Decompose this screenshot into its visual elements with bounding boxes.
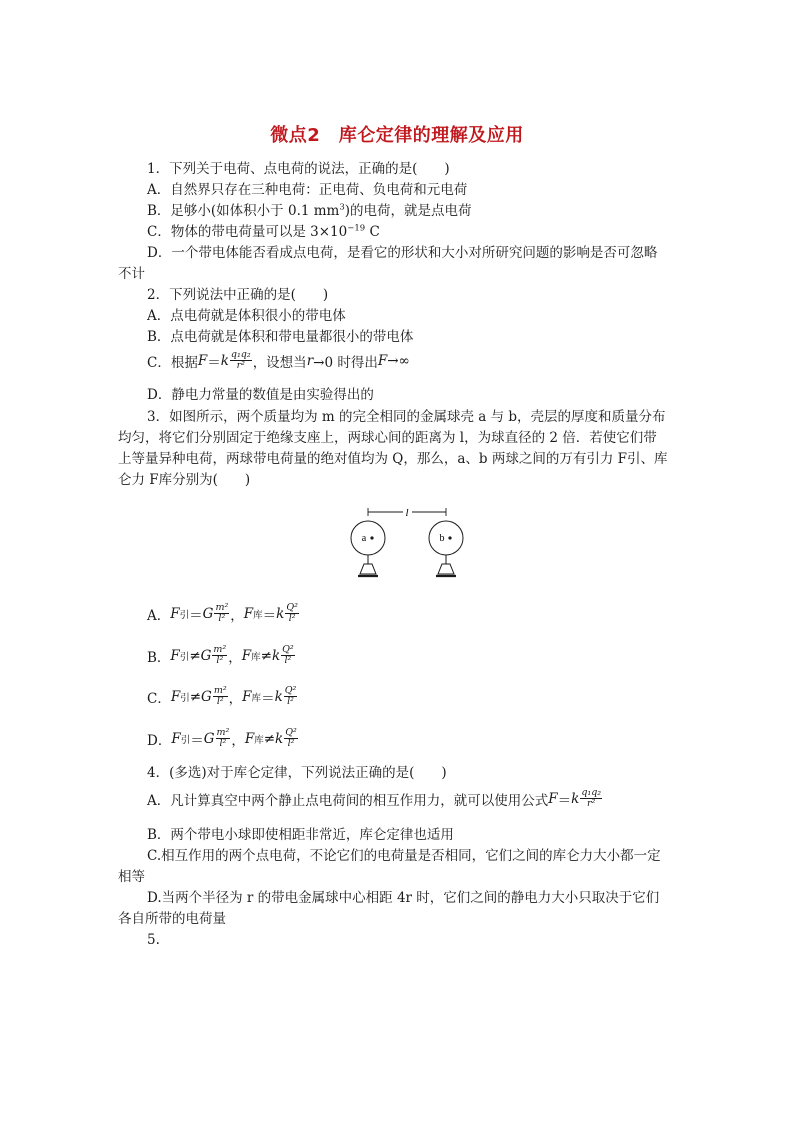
- q3-option-d-frac1: [216, 728, 231, 749]
- stand-b-base: [438, 564, 454, 574]
- q4-option-a-k: k: [571, 790, 580, 807]
- q4-option-b: B．两个带电小球即使相距非常近，库仑定律也适用: [147, 827, 454, 843]
- q1-option-c-post: C: [365, 224, 380, 240]
- q3-option-a-rel2: ＝: [262, 607, 277, 624]
- q3-option-a-letter: A．: [147, 607, 171, 624]
- q4-stem: 4．(多选)对于库仑定律，下列说法正确的是( ): [147, 765, 447, 781]
- q3-option-c-frac1-den: l²: [216, 696, 224, 707]
- q3-option-b-frac2-num: Q²: [282, 644, 294, 655]
- q2-option-c: [147, 350, 410, 371]
- distance-label: l: [405, 507, 409, 519]
- q3-option-c-F2: F: [242, 688, 252, 705]
- q3-option-b-comma: ，: [228, 649, 242, 666]
- q3-option-b-F1: F: [170, 647, 180, 664]
- q4-option-d-line2: 各自所带的电荷量: [118, 911, 226, 927]
- q4-option-d-line1: D.当两个半径为 r 的带电金属球中心相距 4r 时，它们之间的静电力大小只取决于它们: [147, 890, 660, 906]
- q3-option-c: [147, 686, 298, 707]
- q3-option-d-rel2: ≠: [263, 730, 276, 747]
- q3-option-c-rel2: ＝: [261, 690, 275, 707]
- q3-line3: 上等量异种电荷，两球带电荷量的绝对值均为 Q，那么，a、b 两球之间的万有引力 F引、库: [118, 451, 668, 467]
- q3-option-b-sub2: 库: [251, 651, 261, 663]
- q2-option-d: D．静电力常量的数值是由实验得出的: [147, 387, 374, 403]
- q3-option-d-frac2-den: l²: [287, 738, 295, 749]
- q2-option-c-denominator: r²: [236, 360, 245, 371]
- q3-option-b-frac1: [212, 645, 227, 666]
- q3-option-a-F2: F: [243, 605, 254, 622]
- q3-line2: 均匀，将它们分别固定于绝缘支座上，两球心间的距离为 l，为球直径的 2 倍．若使它们带: [118, 430, 657, 446]
- q2-option-c-mid: ，设想当: [252, 354, 307, 371]
- q3-option-b: [147, 645, 296, 666]
- q3-option-d-letter: D．: [147, 732, 172, 749]
- q1-stem: 1．下列关于电荷、点电荷的说法，正确的是( ): [147, 161, 450, 177]
- q3-option-b-F2: F: [241, 647, 252, 664]
- q2-option-c-F: F: [197, 352, 208, 369]
- q3-option-d-frac1-den: l²: [219, 738, 227, 749]
- q2-stem: 2．下列说法中正确的是( ): [147, 287, 329, 303]
- q3-option-a-frac1-num: m²: [215, 602, 229, 613]
- q2-option-a: A．点电荷就是体积很小的带电体: [147, 308, 346, 324]
- q4-option-c-line1: C.相互作用的两个点电荷，不论它们的电荷量是否相同，它们之间的库仑力大小都一定: [147, 848, 661, 864]
- q3-option-c-frac2-num: Q²: [284, 685, 297, 696]
- q3-option-b-rel1: ≠: [189, 647, 201, 664]
- sphere-b-label: b: [439, 533, 445, 544]
- q1-option-b-post: )的电荷，就是点电荷: [344, 203, 472, 219]
- q5-stem: 5.: [147, 932, 160, 948]
- q2-option-c-eq: ＝: [207, 354, 221, 371]
- q3-option-a-rel1: ＝: [189, 607, 203, 624]
- q3-line1: 3．如图所示，两个质量均为 m 的完全相同的金属球壳 a 与 b，壳层的厚度和质量分布: [147, 409, 666, 425]
- q3-option-a-frac2: [285, 603, 299, 624]
- q1-option-c-sup: −19: [347, 223, 366, 234]
- q1-option-b-pre: B．足够小(如体积小于 0.1 mm: [147, 203, 340, 219]
- q3-option-d-G: G: [203, 730, 215, 747]
- sphere-a-label: a: [361, 533, 367, 544]
- q3-option-d-frac2-num: Q²: [285, 727, 297, 738]
- q3-option-c-frac1: [213, 686, 228, 707]
- sphere-b: [429, 521, 463, 555]
- q4-option-a-denominator: r²: [587, 798, 596, 809]
- q3-option-c-k: k: [274, 688, 283, 705]
- stand-a-base: [360, 564, 376, 574]
- q3-option-c-rel1: ≠: [189, 688, 202, 705]
- q1-option-c: [147, 223, 380, 241]
- q1-option-b-sup: 3: [339, 202, 345, 213]
- q3-option-c-sub1: 引: [180, 692, 190, 704]
- q4-option-a: [147, 788, 603, 809]
- q3-option-d-sub1: 引: [180, 734, 191, 746]
- q3-option-a-frac2-num: Q²: [286, 602, 298, 613]
- q3-option-d-frac1-num: m²: [216, 727, 230, 738]
- q3-option-a-F1: F: [170, 605, 180, 622]
- q3-option-d-F1: F: [171, 730, 181, 747]
- q3-option-c-F1: F: [170, 688, 181, 705]
- q2-option-c-pre: C．根据: [147, 354, 198, 371]
- q1-option-b: [147, 202, 472, 220]
- q3-option-a-frac1-den: l²: [218, 613, 226, 624]
- q2-option-c-arrow: →0 时得出: [313, 354, 378, 371]
- q2-option-c-r: r: [306, 352, 314, 369]
- q4-option-a-F: F: [548, 790, 558, 807]
- q3-option-a-sub2: 库: [253, 609, 263, 621]
- q3-option-c-frac1-num: m²: [213, 685, 227, 696]
- q3-figure: [340, 500, 470, 586]
- q3-option-a-G: G: [202, 605, 214, 622]
- q3-option-c-letter: C．: [147, 690, 171, 707]
- q3-option-d-k: k: [275, 730, 284, 747]
- q3-option-a-comma: ，: [230, 607, 244, 624]
- q2-option-c-k: k: [220, 352, 229, 369]
- q3-option-d-F2: F: [244, 730, 255, 747]
- q2-option-b: B．点电荷就是体积和带电量都很小的带电体: [147, 329, 414, 345]
- q3-option-c-frac2: [284, 686, 298, 707]
- q1-option-a: A．自然界只存在三种电荷：正电荷、负电荷和元电荷: [147, 182, 468, 198]
- q3-option-a: [147, 603, 300, 624]
- q3-option-c-G: G: [201, 688, 212, 705]
- q3-option-b-frac2-den: l²: [284, 655, 292, 666]
- q4-option-a-fraction: [580, 788, 602, 809]
- q3-option-d: [147, 728, 299, 749]
- q3-option-a-frac1: [214, 603, 229, 624]
- q4-option-a-numerator: q₁q₂: [581, 787, 602, 798]
- q3-option-b-frac1-den: l²: [216, 655, 224, 666]
- q3-option-a-frac2-den: l²: [288, 613, 296, 624]
- q2-option-c-inf: →∞: [387, 352, 410, 369]
- q3-option-b-letter: B．: [147, 649, 171, 666]
- q3-option-c-comma: ，: [228, 690, 243, 707]
- q2-option-c-fraction: [230, 350, 252, 371]
- q2-option-c-F2: F: [377, 352, 388, 369]
- q3-option-b-k: k: [271, 647, 281, 664]
- q3-option-b-rel2: ≠: [260, 647, 272, 664]
- q1-option-c-pre: C．物体的带电荷量可以是 3×10: [147, 224, 348, 240]
- q3-option-a-sub1: 引: [179, 609, 190, 621]
- sphere-a: [351, 521, 385, 555]
- q3-option-c-frac2-den: l²: [287, 696, 294, 707]
- q3-option-d-frac2: [284, 728, 298, 749]
- q3-option-d-sub2: 库: [254, 734, 264, 746]
- q3-option-b-frac1-num: m²: [213, 644, 227, 655]
- q3-option-a-k: k: [276, 605, 285, 622]
- q4-option-a-eq: ＝: [557, 792, 572, 809]
- q3-option-b-G: G: [200, 647, 212, 664]
- sphere-a-center: [370, 536, 373, 539]
- q3-line4: 仑力 F库分别为( ): [118, 472, 251, 488]
- sphere-b-center: [448, 536, 451, 539]
- q3-option-b-sub1: 引: [179, 651, 190, 663]
- q3-option-d-rel1: ＝: [190, 732, 204, 749]
- q2-option-c-numerator: q₁q₂: [230, 349, 251, 360]
- page-title: 微点2 库仑定律的理解及应用: [270, 125, 524, 146]
- q4-option-c-line2: 相等: [118, 869, 145, 885]
- q1-option-d-line2: 不计: [118, 266, 145, 282]
- q3-option-d-comma: ，: [231, 732, 245, 749]
- q4-option-a-pre: A．凡计算真空中两个静止点电荷间的相互作用力，就可以使用公式: [147, 792, 549, 809]
- q3-option-c-sub2: 库: [251, 692, 262, 704]
- q3-option-b-frac2: [281, 645, 295, 666]
- q1-option-d-line1: D．一个带电体能否看成点电荷，是看它的形状和大小对所研究问题的影响是否可忽略: [147, 245, 658, 261]
